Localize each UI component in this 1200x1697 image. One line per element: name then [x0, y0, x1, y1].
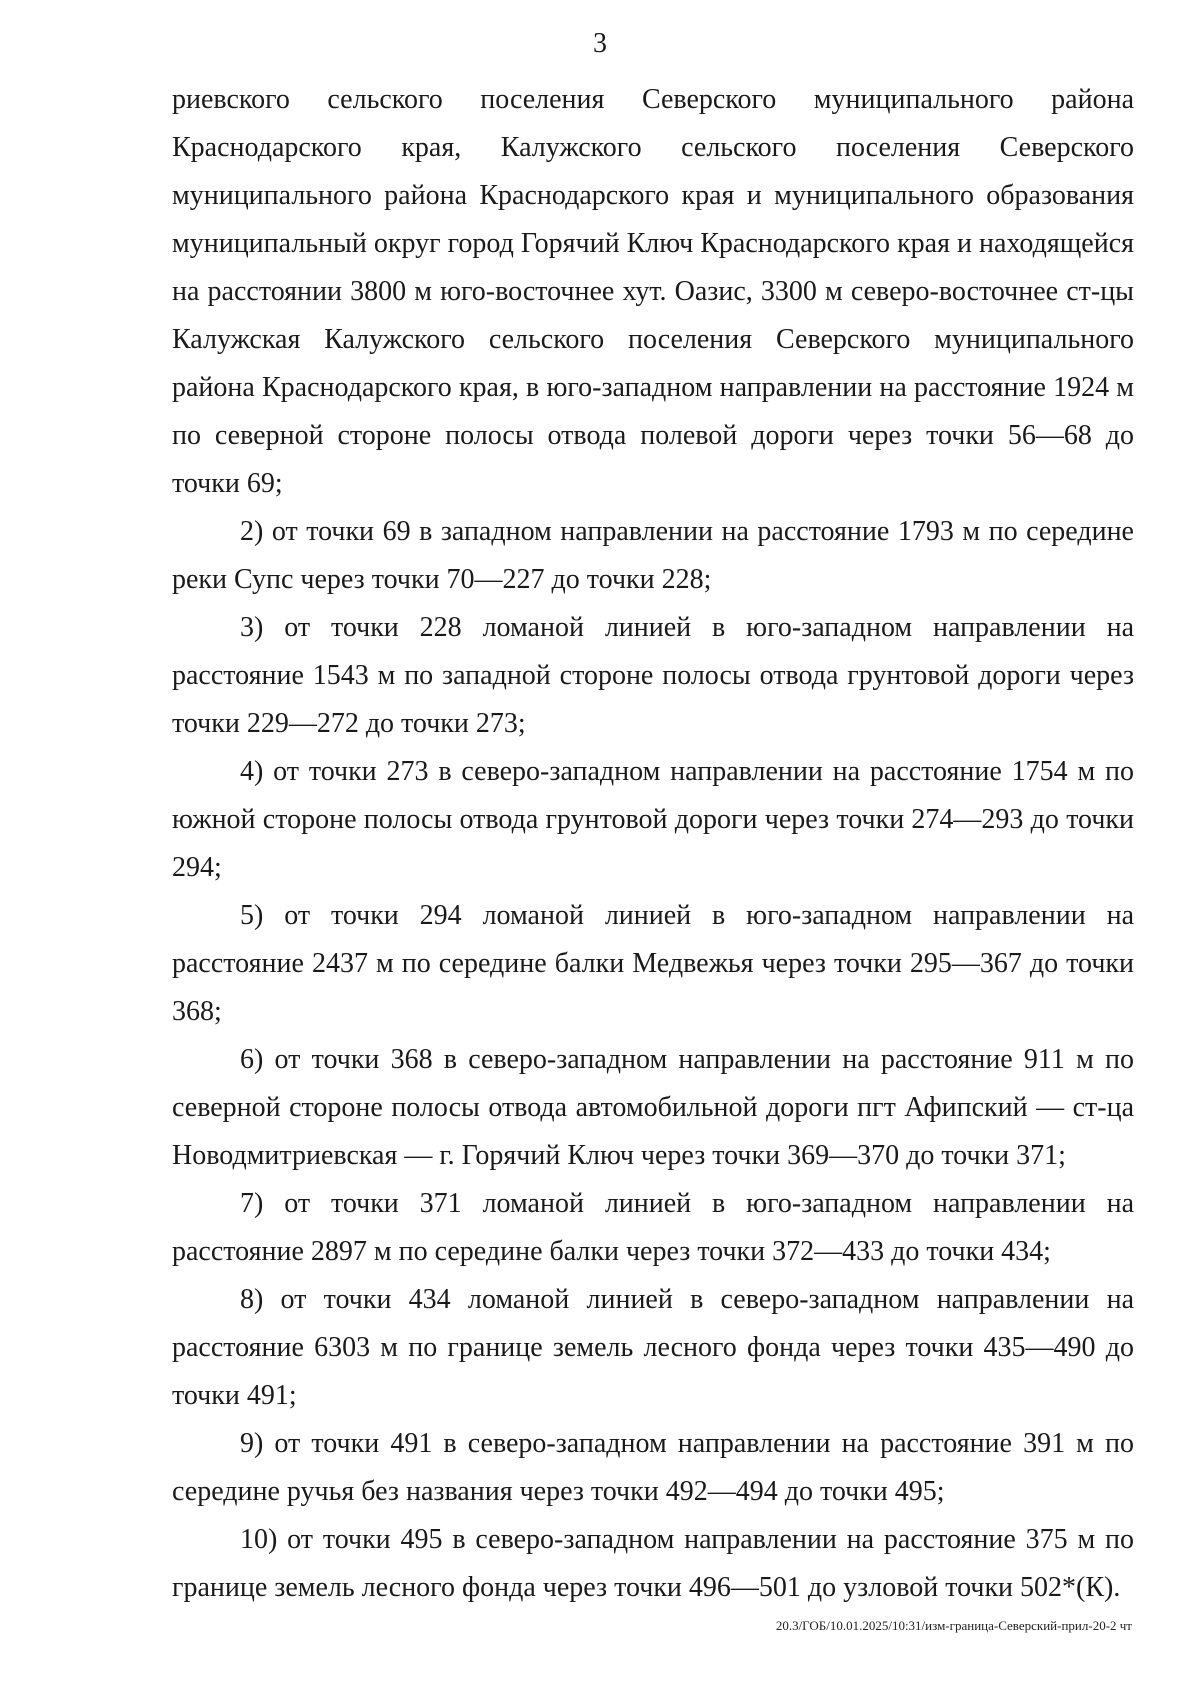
list-item: 9) от точки 491 в северо-западном направлении на расстояние 391 м по середине ручья без названия через точки 492—494 до точки 495;	[172, 1428, 1134, 1507]
list-item: 7) от точки 371 ломаной линией в юго-западном направлении на расстояние 2897 м по середине балки через точки 372—433 до точки 434;	[172, 1188, 1134, 1267]
list-item: 3) от точки 228 ломаной линией в юго-западном направлении на расстояние 1543 м по западной стороне полосы отвода грунтовой дороги через точки 229—272 до точки 273;	[172, 612, 1134, 739]
list-item: 10) от точки 495 в северо-западном направлении на расстояние 375 м по границе земель лесного фонда через точки 496—501 до узловой точки 502*(К).	[172, 1524, 1134, 1603]
document-footer-code: 20.3/ГОБ/10.01.2025/10:31/изм-граница-Северский-прил-20-2 чт	[775, 1618, 1132, 1633]
list-item: 4) от точки 273 в северо-западном направлении на расстояние 1754 м по южной стороне полосы отвода грунтовой дороги через точки 274—293 до точки 294;	[172, 756, 1134, 883]
document-body	[172, 76, 1134, 1612]
list-item: 8) от точки 434 ломаной линией в северо-западном направлении на расстояние 6303 м по границе земель лесного фонда через точки 435—490 до точки 491;	[172, 1284, 1134, 1411]
list-item: 2) от точки 69 в западном направлении на расстояние 1793 м по середине реки Супс через точки 70—227 до точки 228;	[172, 516, 1134, 595]
list-item: 5) от точки 294 ломаной линией в юго-западном направлении на расстояние 2437 м по середине балки Медвежья через точки 295—367 до точки 368;	[172, 900, 1134, 1027]
paragraph-continuation: риевского сельского поселения Северского муниципального района Краснодарского края, Калужского сельского поселения Северского муниципального района Краснодарского края и муниципального образования муниципальный округ город Горячий Ключ Краснодарского края и находящейся на расстоянии 3800 м юго-восточнее хут. Оазис, 3300 м северо-восточнее ст-цы Калужская Калужского сельского поселения Северского муниципального района Краснодарского края, в юго-западном направлении на расстояние 1924 м по северной стороне полосы отвода полевой дороги через точки 56—68 до точки 69;	[172, 84, 1134, 499]
page-number: 3	[593, 28, 607, 59]
list-item: 6) от точки 368 в северо-западном направлении на расстояние 911 м по северной стороне полосы отвода автомобильной дороги пгт Афипский — ст-ца Новодмитриевская — г. Горячий Ключ через точки 369—370 до точки 371;	[172, 1044, 1134, 1171]
